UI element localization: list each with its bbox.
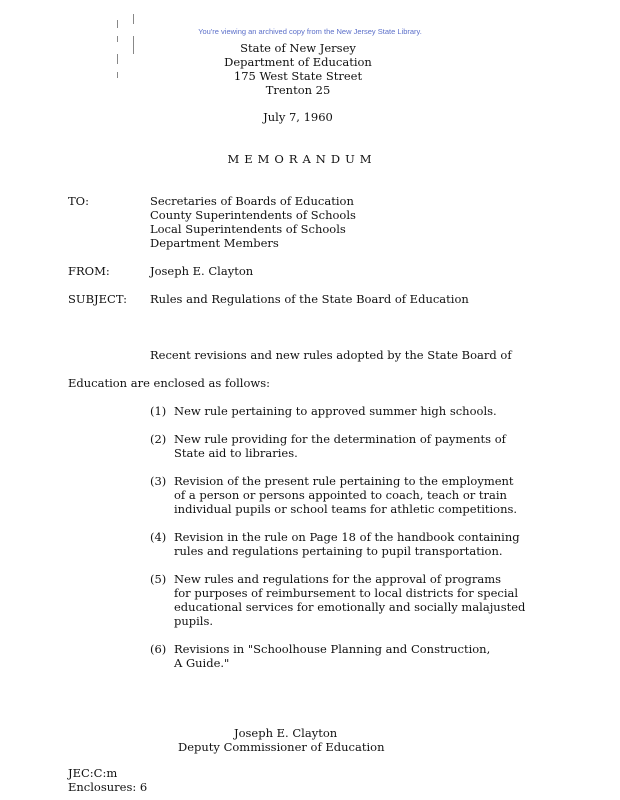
to-recipient: County Superintendents of Schools	[150, 208, 356, 222]
enclosure-item-text: New rule pertaining to approved summer high schools.	[174, 404, 497, 418]
to-recipient: Department Members	[150, 236, 279, 250]
enclosure-item-text: rules and regulations pertaining to pupil transportation.	[174, 544, 503, 558]
enclosure-item-text: for purposes of reimbursement to local districts for special	[174, 586, 519, 600]
enclosure-item-text: individual pupils or school teams for athletic competitions.	[174, 502, 518, 516]
footer-enclosures: Enclosures: 6	[68, 780, 148, 794]
enclosure-item: (5)	[150, 572, 167, 586]
enclosure-item-text: Revisions in "Schoolhouse Planning and Construction,	[174, 642, 491, 656]
enclosure-item: (4)	[150, 530, 167, 544]
enclosure-item-text: of a person or persons appointed to coach, teach or train	[174, 488, 507, 502]
footer-initials: JEC:C:m	[68, 766, 118, 780]
intro-line: Recent revisions and new rules adopted by the State Board of	[150, 348, 512, 362]
signature-title: Deputy Commissioner of Education	[178, 740, 385, 754]
subject-label: SUBJECT:	[68, 292, 127, 306]
enclosure-item: (2)	[150, 432, 167, 446]
signature-name: Joseph E. Clayton	[234, 726, 338, 740]
archive-watermark: You're viewing an archived copy from the New Jersey State Library.	[198, 27, 422, 36]
to-recipient: Secretaries of Boards of Education	[150, 194, 354, 208]
from-value: Joseph E. Clayton	[150, 264, 254, 278]
enclosure-item-text: New rules and regulations for the approval of programs	[174, 572, 502, 586]
header-state: State of New Jersey	[240, 41, 356, 55]
enclosure-item: (1)	[150, 404, 167, 418]
enclosure-item-text: A Guide."	[174, 656, 230, 670]
to-recipient: Local Superintendents of Schools	[150, 222, 346, 236]
memo-title: MEMORANDUM	[227, 152, 377, 166]
enclosure-item-text: State aid to libraries.	[174, 446, 298, 460]
enclosure-item-text: Revision of the present rule pertaining to the employment	[174, 474, 514, 488]
header-street: 175 West State Street	[233, 69, 363, 83]
enclosure-item: (6)	[150, 642, 167, 656]
enclosure-item-text: educational services for emotionally and socially malajusted	[174, 600, 526, 614]
to-label: TO:	[68, 194, 89, 208]
memo-date: July 7, 1960	[263, 110, 333, 124]
intro-line: Education are enclosed as follows:	[68, 376, 271, 390]
enclosure-item-text: pupils.	[174, 614, 214, 628]
enclosure-item-text: New rule providing for the determination of payments of	[174, 432, 506, 446]
header-department: Department of Education	[224, 55, 372, 69]
enclosure-item: (3)	[150, 474, 167, 488]
enclosure-item-text: Revision in the rule on Page 18 of the handbook containing	[174, 530, 520, 544]
header-city: Trenton 25	[265, 83, 331, 97]
from-label: FROM:	[68, 264, 110, 278]
subject-value: Rules and Regulations of the State Board of Education	[150, 292, 469, 306]
